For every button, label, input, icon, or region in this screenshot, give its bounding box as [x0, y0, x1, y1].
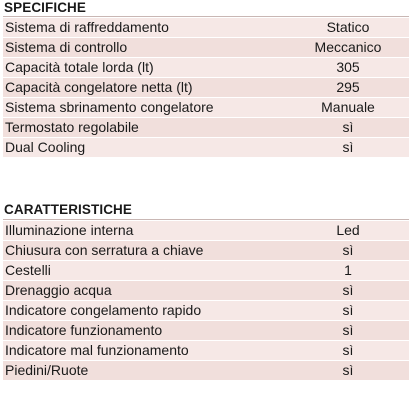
spec-row — [3, 98, 409, 118]
spec-value: Statico — [326, 19, 370, 35]
feature-row — [3, 281, 409, 301]
spec-row — [3, 78, 409, 98]
spec-row — [3, 38, 409, 58]
feature-value: sì — [342, 342, 354, 358]
feature-value: sì — [342, 362, 354, 378]
feature-value: sì — [342, 322, 354, 338]
feature-value: 1 — [344, 262, 352, 278]
spec-value: Manuale — [321, 99, 375, 115]
features-table — [3, 221, 409, 381]
spec-value: sì — [342, 119, 354, 135]
spec-label: Dual Cooling — [5, 139, 86, 155]
feature-value: sì — [342, 302, 354, 318]
feature-row — [3, 341, 409, 361]
spec-label: Capacità congelatore netta (lt) — [5, 79, 193, 95]
spec-value: sì — [342, 139, 354, 155]
feature-row — [3, 241, 409, 261]
feature-label: Illuminazione interna — [5, 222, 134, 238]
specifications-table — [3, 18, 409, 158]
spec-label: Termostato regolabile — [5, 119, 139, 135]
spec-label: Sistema sbrinamento congelatore — [5, 99, 214, 115]
feature-value: sì — [342, 282, 354, 298]
feature-row — [3, 221, 409, 241]
spec-row — [3, 18, 409, 38]
spec-label: Sistema di controllo — [5, 39, 128, 55]
feature-value: sì — [342, 242, 354, 258]
feature-label: Cestelli — [5, 262, 51, 278]
spec-row — [3, 138, 409, 158]
feature-value: Led — [336, 222, 360, 238]
feature-label: Drenaggio acqua — [5, 282, 112, 298]
feature-row — [3, 261, 409, 281]
feature-label: Indicatore congelamento rapido — [5, 302, 202, 318]
specifications-section — [3, 0, 409, 158]
spec-label: Capacità totale lorda (lt) — [5, 59, 154, 75]
feature-label: Indicatore mal funzionamento — [5, 342, 189, 358]
spec-row — [3, 118, 409, 138]
feature-label: Chiusura con serratura a chiave — [5, 242, 204, 258]
spec-value: 295 — [336, 79, 360, 95]
spec-row — [3, 58, 409, 78]
feature-row — [3, 321, 409, 341]
features-section — [3, 201, 409, 381]
spec-label: Sistema di raffreddamento — [5, 19, 169, 35]
feature-row — [3, 301, 409, 321]
spec-value: 305 — [336, 59, 360, 75]
feature-row — [3, 361, 409, 381]
specifications-title: SPECIFICHE — [3, 0, 409, 17]
features-title: CARATTERISTICHE — [3, 201, 409, 220]
spec-value: Meccanico — [314, 39, 382, 55]
feature-label: Piedini/Ruote — [5, 362, 89, 378]
feature-label: Indicatore funzionamento — [5, 322, 163, 338]
